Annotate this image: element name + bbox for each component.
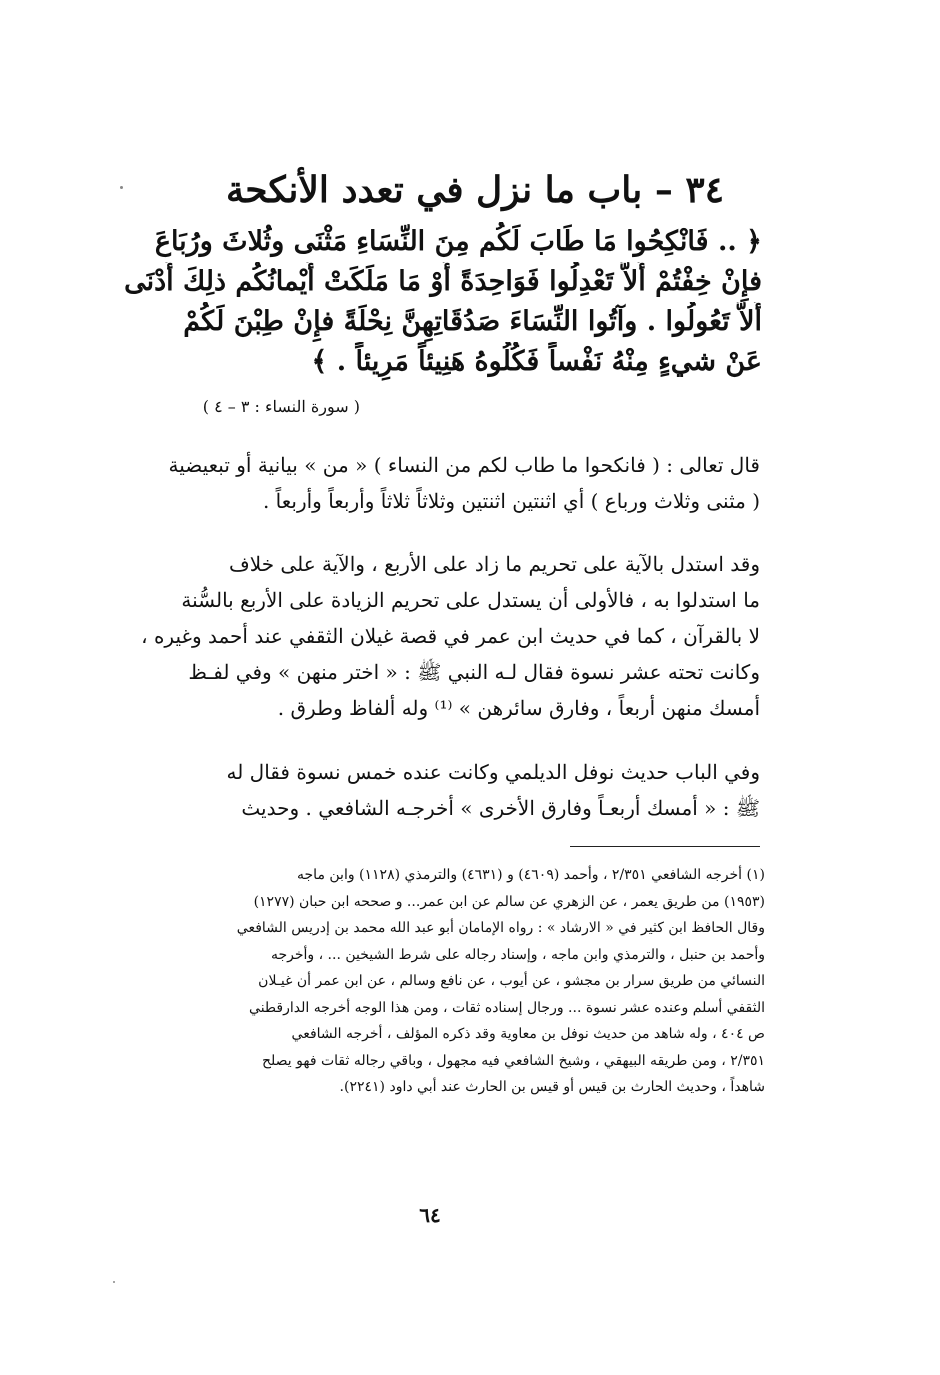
paragraph-line: أمسك منهن أربعاً ، وفارق سائرهن » ⁽¹⁾ وله ألفاظ وطرق . <box>277 696 760 720</box>
quran-verse-line: ﴿ .. فَانْكِحُوا مَا طَابَ لَكُم مِنَ النِّسَاءِ مَثْنَى وثُلاثَ ورُبَاعَ <box>154 226 762 257</box>
paragraph-line: ( مثنى وثلاث ورباع ) أي اثنتين اثنتين وثلاثاً ثلاثاً وأربعاً وأربعاً . <box>262 489 760 513</box>
footnote-line: ٢/٣٥١ ، ومن طريقه البيهقي ، وشيخ الشافعي فيه مجهول ، وباقي رجاله ثقات فهو يصلح <box>261 1052 765 1069</box>
paragraph <box>98 546 760 726</box>
quran-verse-line: عَنْ شيءٍ مِنْهُ نَفْساً فَكُلُوهُ هَنِيئاً مَرِيئاً . ﴾ <box>311 346 762 377</box>
paragraph-line: لا بالقرآن ، كما في حديث ابن عمر في قصة غيلان الثقفي عند أحمد وغيره ، <box>141 624 760 648</box>
footnote-line: (١) أخرجه الشافعي ٢/٣٥١ ، وأحمد (٤٦٠٩) و (٤٦٣١) والترمذي (١١٢٨) وابن ماجه <box>297 867 765 883</box>
quran-verse-block <box>98 222 762 382</box>
paragraph-line: وكانت تحته عشر نسوة فقال لـه النبي ﷺ : « اختر منهن » وفي لفـظ <box>188 660 760 684</box>
page-number: ٦٤ <box>419 1203 441 1227</box>
paragraph <box>98 447 760 519</box>
chapter-title: ٣٤ – باب ما نزل في تعدد الأنكحة <box>225 169 725 212</box>
scan-speck <box>113 1281 115 1283</box>
footnotes-block <box>125 862 765 1101</box>
footnote-line: شاهداً ، وحديث الحارث بن قيس أو قيس بن الحارث عند أبي داود (٢٢٤١). <box>339 1079 765 1095</box>
paragraph-line: ما استدلوا به ، فالأولى أن يستدل على تحريم الزيادة على الأربع بالسُّنة <box>181 588 760 612</box>
footnote-line: (١٩٥٣) من طريق يعمر ، عن الزهري عن سالم عن ابن عمر... و صححه ابن حبان (١٢٧٧) <box>253 893 765 910</box>
quran-verse-line: أَلاَّ تَعُولُوا . وآتُوا النِّسَاءَ صَدُقَاتِهِنَّ نِحْلَةً فإِنْ طِبْنَ لَكُمْ <box>183 306 762 337</box>
paragraph-line: ﷺ : « أمسك أربعـاً وفارق الأخرى » أخرجـه الشافعي . وحديث <box>241 796 760 820</box>
paragraph-line: قال تعالى : ( فانكحوا ما طاب لكم من النساء ) « من » بيانية أو تبعيضية <box>168 453 760 477</box>
paragraph-line: وقد استدل بالآية على تحريم ما زاد على الأربع ، والآية على خلاف <box>229 552 760 576</box>
quran-verse-line: فإِنْ خِفْتُمْ أَلاَّ تَعْدِلُوا فَوَاحِدَةً أَوْ مَا مَلَكَتْ أَيْمانُكُم ذلِكَ أَدْنَى <box>124 266 762 297</box>
footnote-divider <box>570 846 760 847</box>
footnote-line: وقال الحافظ ابن كثير في « الارشاد » : رواه الإمامان أبو عبد الله محمد بن إدريس الشافعي <box>236 920 765 936</box>
paragraph-line: وفي الباب حديث نوفل الديلمي وكانت عنده خمس نسوة فقال له <box>226 760 760 784</box>
scan-speck <box>120 186 123 189</box>
paragraph <box>98 754 760 826</box>
footnote-line: النسائي من طريق سرار بن مجشو ، عن أيوب ، عن نافع وسالم ، عن ابن عمر أن غيـلان <box>258 973 765 989</box>
footnote-line: وأحمد بن حنبل ، والترمذي وابن ماجه ، وإسناد رجاله على شرط الشيخين ... ، وأخرجه <box>270 946 765 963</box>
footnote-line: الثقفي أسلم وعنده عشر نسوة ... ورجال إسناده ثقات ، ومن هذا الوجه أخرجه الدارقطني <box>249 999 765 1016</box>
footnote-line: ص ٤٠٤ ، وله شاهد من حديث نوفل بن معاوية وقد ذكره المؤلف ، أخرجه الشافعي <box>291 1026 765 1042</box>
surah-reference: ( سورة النساء : ٣ – ٤ ) <box>202 397 360 416</box>
